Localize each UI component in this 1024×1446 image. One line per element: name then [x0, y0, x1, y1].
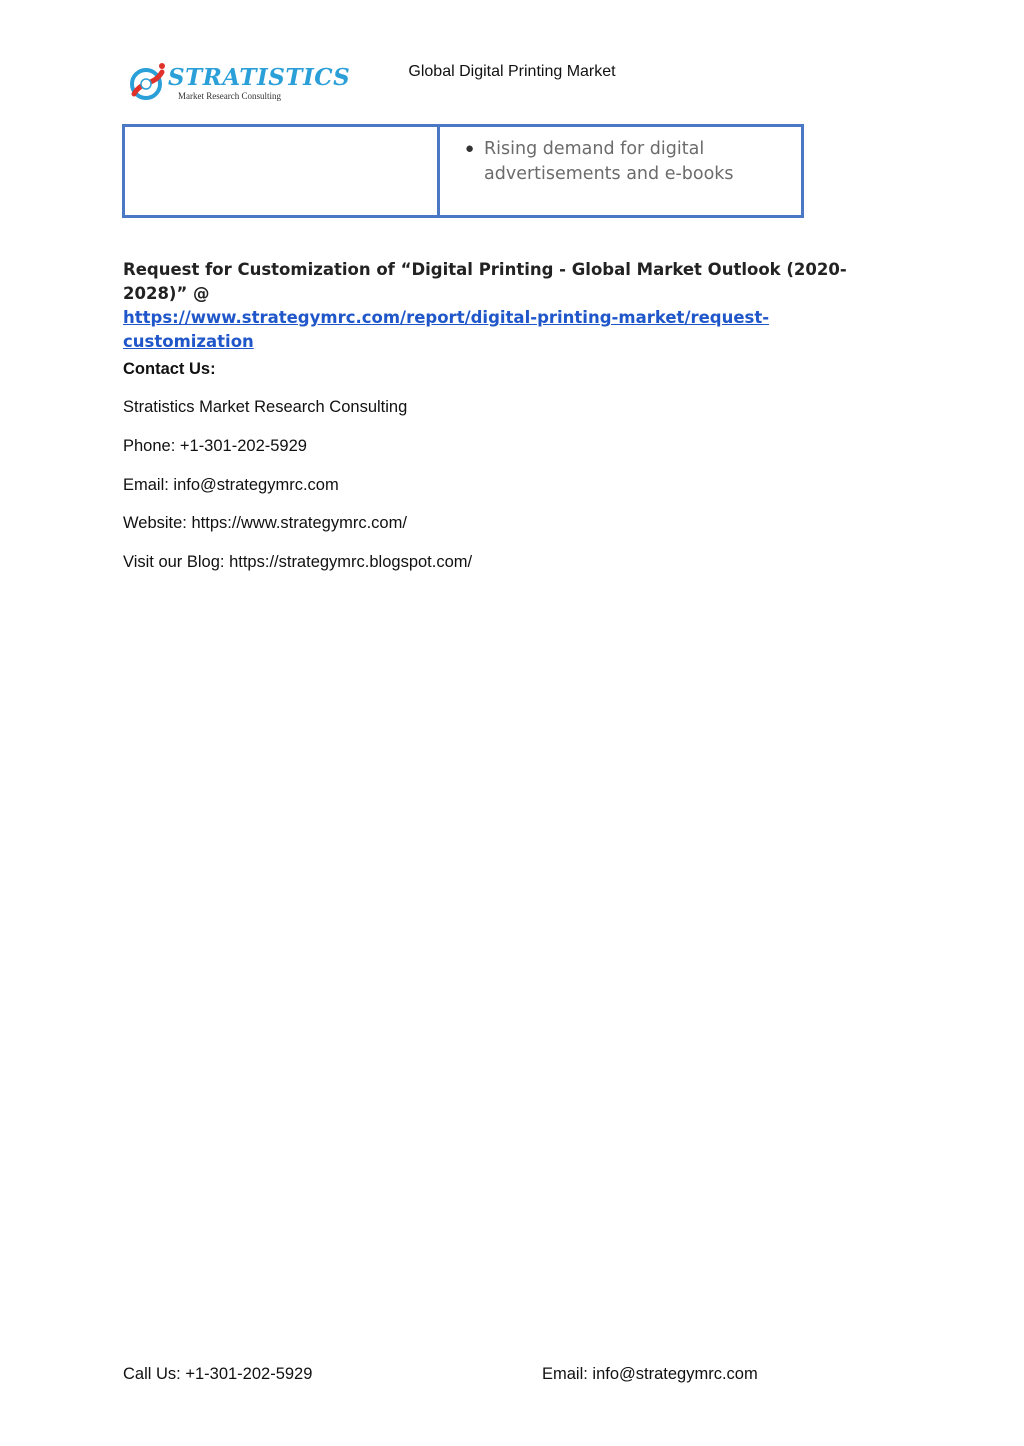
- summary-table: [122, 124, 804, 218]
- footer-call: Call Us: +1-301-202-5929: [123, 1365, 313, 1383]
- contact-company: Stratistics Market Research Consulting: [123, 398, 408, 416]
- contact-email: Email: info@strategymrc.com: [123, 476, 339, 494]
- logo-tagline: Market Research Consulting: [178, 91, 281, 101]
- bullet-icon: ●: [465, 140, 475, 157]
- table-cell-right: [465, 137, 785, 187]
- request-text: Request for Customization of “Digital Printing - Global Market Outlook (2020-2028)” @: [123, 260, 847, 303]
- table-column-divider: [437, 127, 440, 215]
- contact-blog: Visit our Blog: https://strategymrc.blogspot.com/: [123, 553, 473, 571]
- contact-website: Website: https://www.strategymrc.com/: [123, 514, 407, 532]
- request-customization-link[interactable]: https://www.strategymrc.com/report/digital-printing-market/request-customization: [123, 308, 770, 351]
- page-header-title: Global Digital Printing Market: [408, 63, 616, 80]
- footer-email: Email: info@strategymrc.com: [542, 1365, 758, 1383]
- customization-request: [123, 258, 883, 354]
- contact-phone: Phone: +1-301-202-5929: [123, 437, 307, 455]
- logo-wordmark: STRATISTICS: [168, 64, 351, 91]
- contact-heading: Contact Us:: [123, 360, 216, 378]
- bullet-text: Rising demand for digital advertisements and e-books: [484, 139, 734, 184]
